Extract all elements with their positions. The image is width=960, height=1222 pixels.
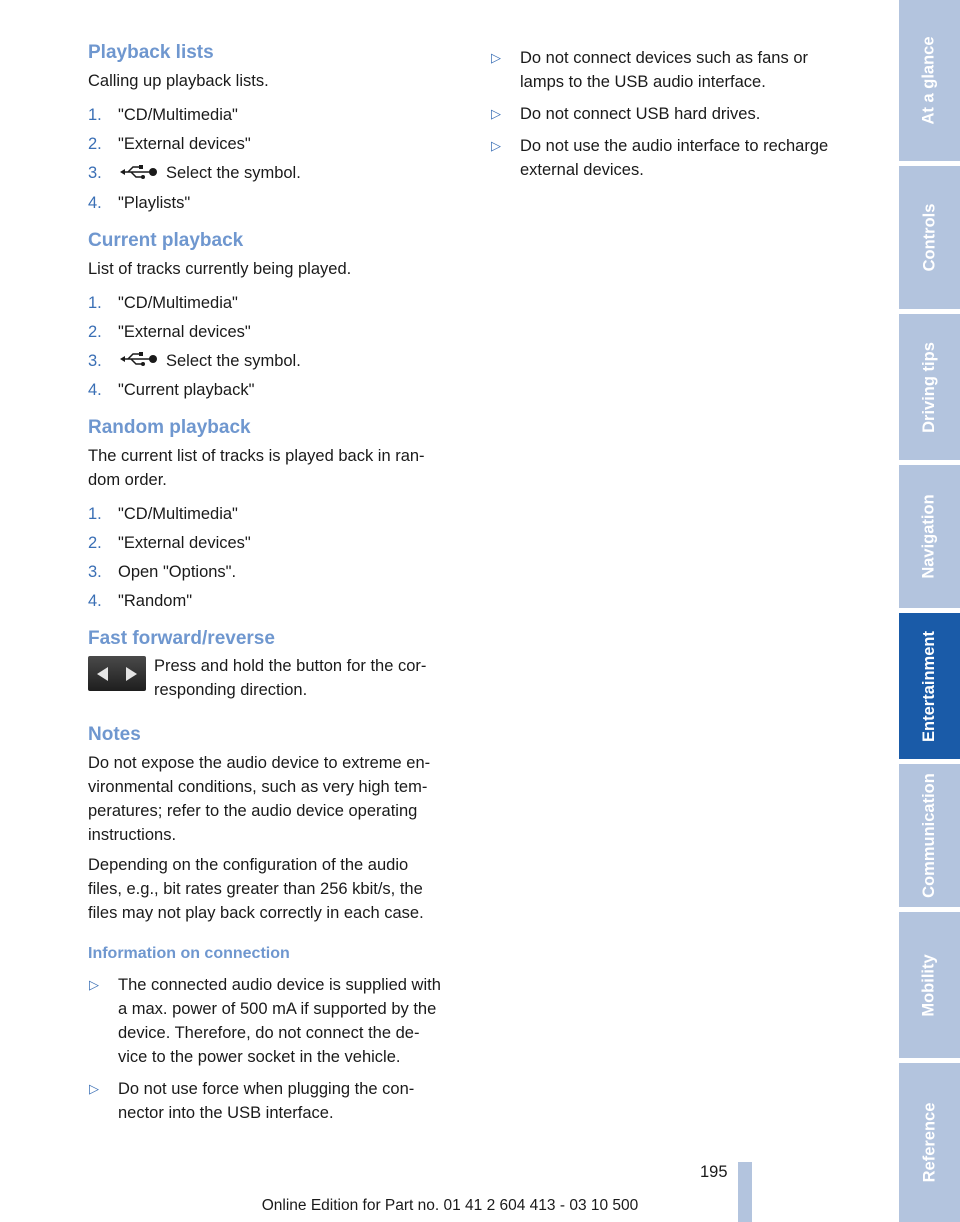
list-item: ▷ The connected audio device is supplied with a max. power of 500 mA if supported by the device. Therefore, do not connect the de- vice to the power socket in the vehicle. <box>88 973 463 1069</box>
notes-paragraph-2: Depending on the configuration of the audio files, e.g., bit rates greater than 256 kbit/s, the files may not play back correctly in each case. <box>88 856 424 923</box>
list-item: 1. "CD/Multimedia" <box>88 293 238 312</box>
list-item: ▷ Do not connect devices such as fans or lamps to the USB audio interface. <box>490 46 865 94</box>
bullet-triangle-icon: ▷ <box>491 50 501 65</box>
list-item: 4. "Playlists" <box>88 193 191 212</box>
bullet-triangle-icon: ▷ <box>89 977 99 993</box>
usb-icon <box>120 349 158 373</box>
heading-random-playback: Random playback <box>88 417 251 439</box>
tab-entertainment[interactable]: Entertainment <box>899 613 960 759</box>
fast-forward-row <box>88 654 463 702</box>
footer-edition: Online Edition for Part no. 01 41 2 604 413 - 03 10 500 <box>261 1197 639 1214</box>
list-item: 4. "Random" <box>88 592 193 611</box>
fast-forward-text: Press and hold the button for the cor- responding direction. <box>154 657 427 700</box>
seek-buttons-icon <box>88 656 146 691</box>
connection-bullets <box>88 973 463 1125</box>
heading-current-playback: Current playback <box>88 229 244 251</box>
seek-forward-icon <box>126 667 137 681</box>
heading-playback-lists: Playback lists <box>88 42 214 63</box>
list-item: 3. Select the symbol. <box>88 349 463 374</box>
intro-playback-lists: Calling up playback lists. <box>88 72 269 90</box>
tab-reference[interactable]: Reference <box>899 1063 960 1222</box>
list-item: 3. Open "Options". <box>88 563 237 582</box>
heading-notes: Notes <box>88 724 141 746</box>
tab-driving-tips[interactable]: Driving tips <box>899 314 960 460</box>
bullet-triangle-icon: ▷ <box>89 1081 99 1097</box>
section-random-playback <box>88 415 463 613</box>
tab-controls[interactable]: Controls <box>899 166 960 309</box>
page-number: 195 <box>700 1163 728 1181</box>
intro-current-playback: List of tracks currently being played. <box>88 259 352 278</box>
notes-paragraph-1: Do not expose the audio device to extreme en- vironmental conditions, such as very high tem- peratures; refer to the audio device operating instructions. <box>88 754 431 845</box>
steps-playback-lists <box>88 103 463 215</box>
list-item: 1. "CD/Multimedia" <box>88 106 238 124</box>
heading-fast-forward: Fast forward/reverse <box>88 628 275 650</box>
tab-mobility[interactable]: Mobility <box>899 912 960 1058</box>
intro-random-playback: The current list of tracks is played back in ran- dom order. <box>88 447 425 490</box>
section-playback-lists <box>88 40 463 215</box>
tab-at-a-glance[interactable]: At a glance <box>899 0 960 161</box>
section-connection <box>88 943 463 1125</box>
list-item: 3. Select the symbol. <box>88 161 463 186</box>
connection-bullets-continued <box>490 46 865 182</box>
section-fast-forward <box>88 626 463 702</box>
list-item: ▷ Do not connect USB hard drives. <box>490 102 865 126</box>
section-current-playback <box>88 228 463 403</box>
section-notes <box>88 722 463 925</box>
left-column <box>88 40 463 1131</box>
steps-current-playback <box>88 291 463 403</box>
right-column <box>490 46 865 188</box>
heading-connection: Information on connection <box>88 945 290 963</box>
list-item: 1. "CD/Multimedia" <box>88 505 238 524</box>
chapter-tabs <box>899 0 960 1222</box>
list-item: 2. "External devices" <box>88 322 251 341</box>
list-item: 2. "External devices" <box>88 135 251 153</box>
list-item: 2. "External devices" <box>88 534 251 553</box>
usb-icon <box>120 162 158 186</box>
list-item: 4. "Current playback" <box>88 381 255 400</box>
list-item: ▷ Do not use the audio interface to recharge external devices. <box>490 134 865 182</box>
tab-navigation[interactable]: Navigation <box>899 465 960 608</box>
bullet-triangle-icon: ▷ <box>491 106 501 121</box>
bullet-triangle-icon: ▷ <box>491 138 501 153</box>
seek-back-icon <box>97 667 108 681</box>
steps-random-playback <box>88 502 463 613</box>
tab-communication[interactable]: Communication <box>899 764 960 907</box>
list-item: ▷ Do not use force when plugging the con- nector into the USB interface. <box>88 1077 463 1125</box>
